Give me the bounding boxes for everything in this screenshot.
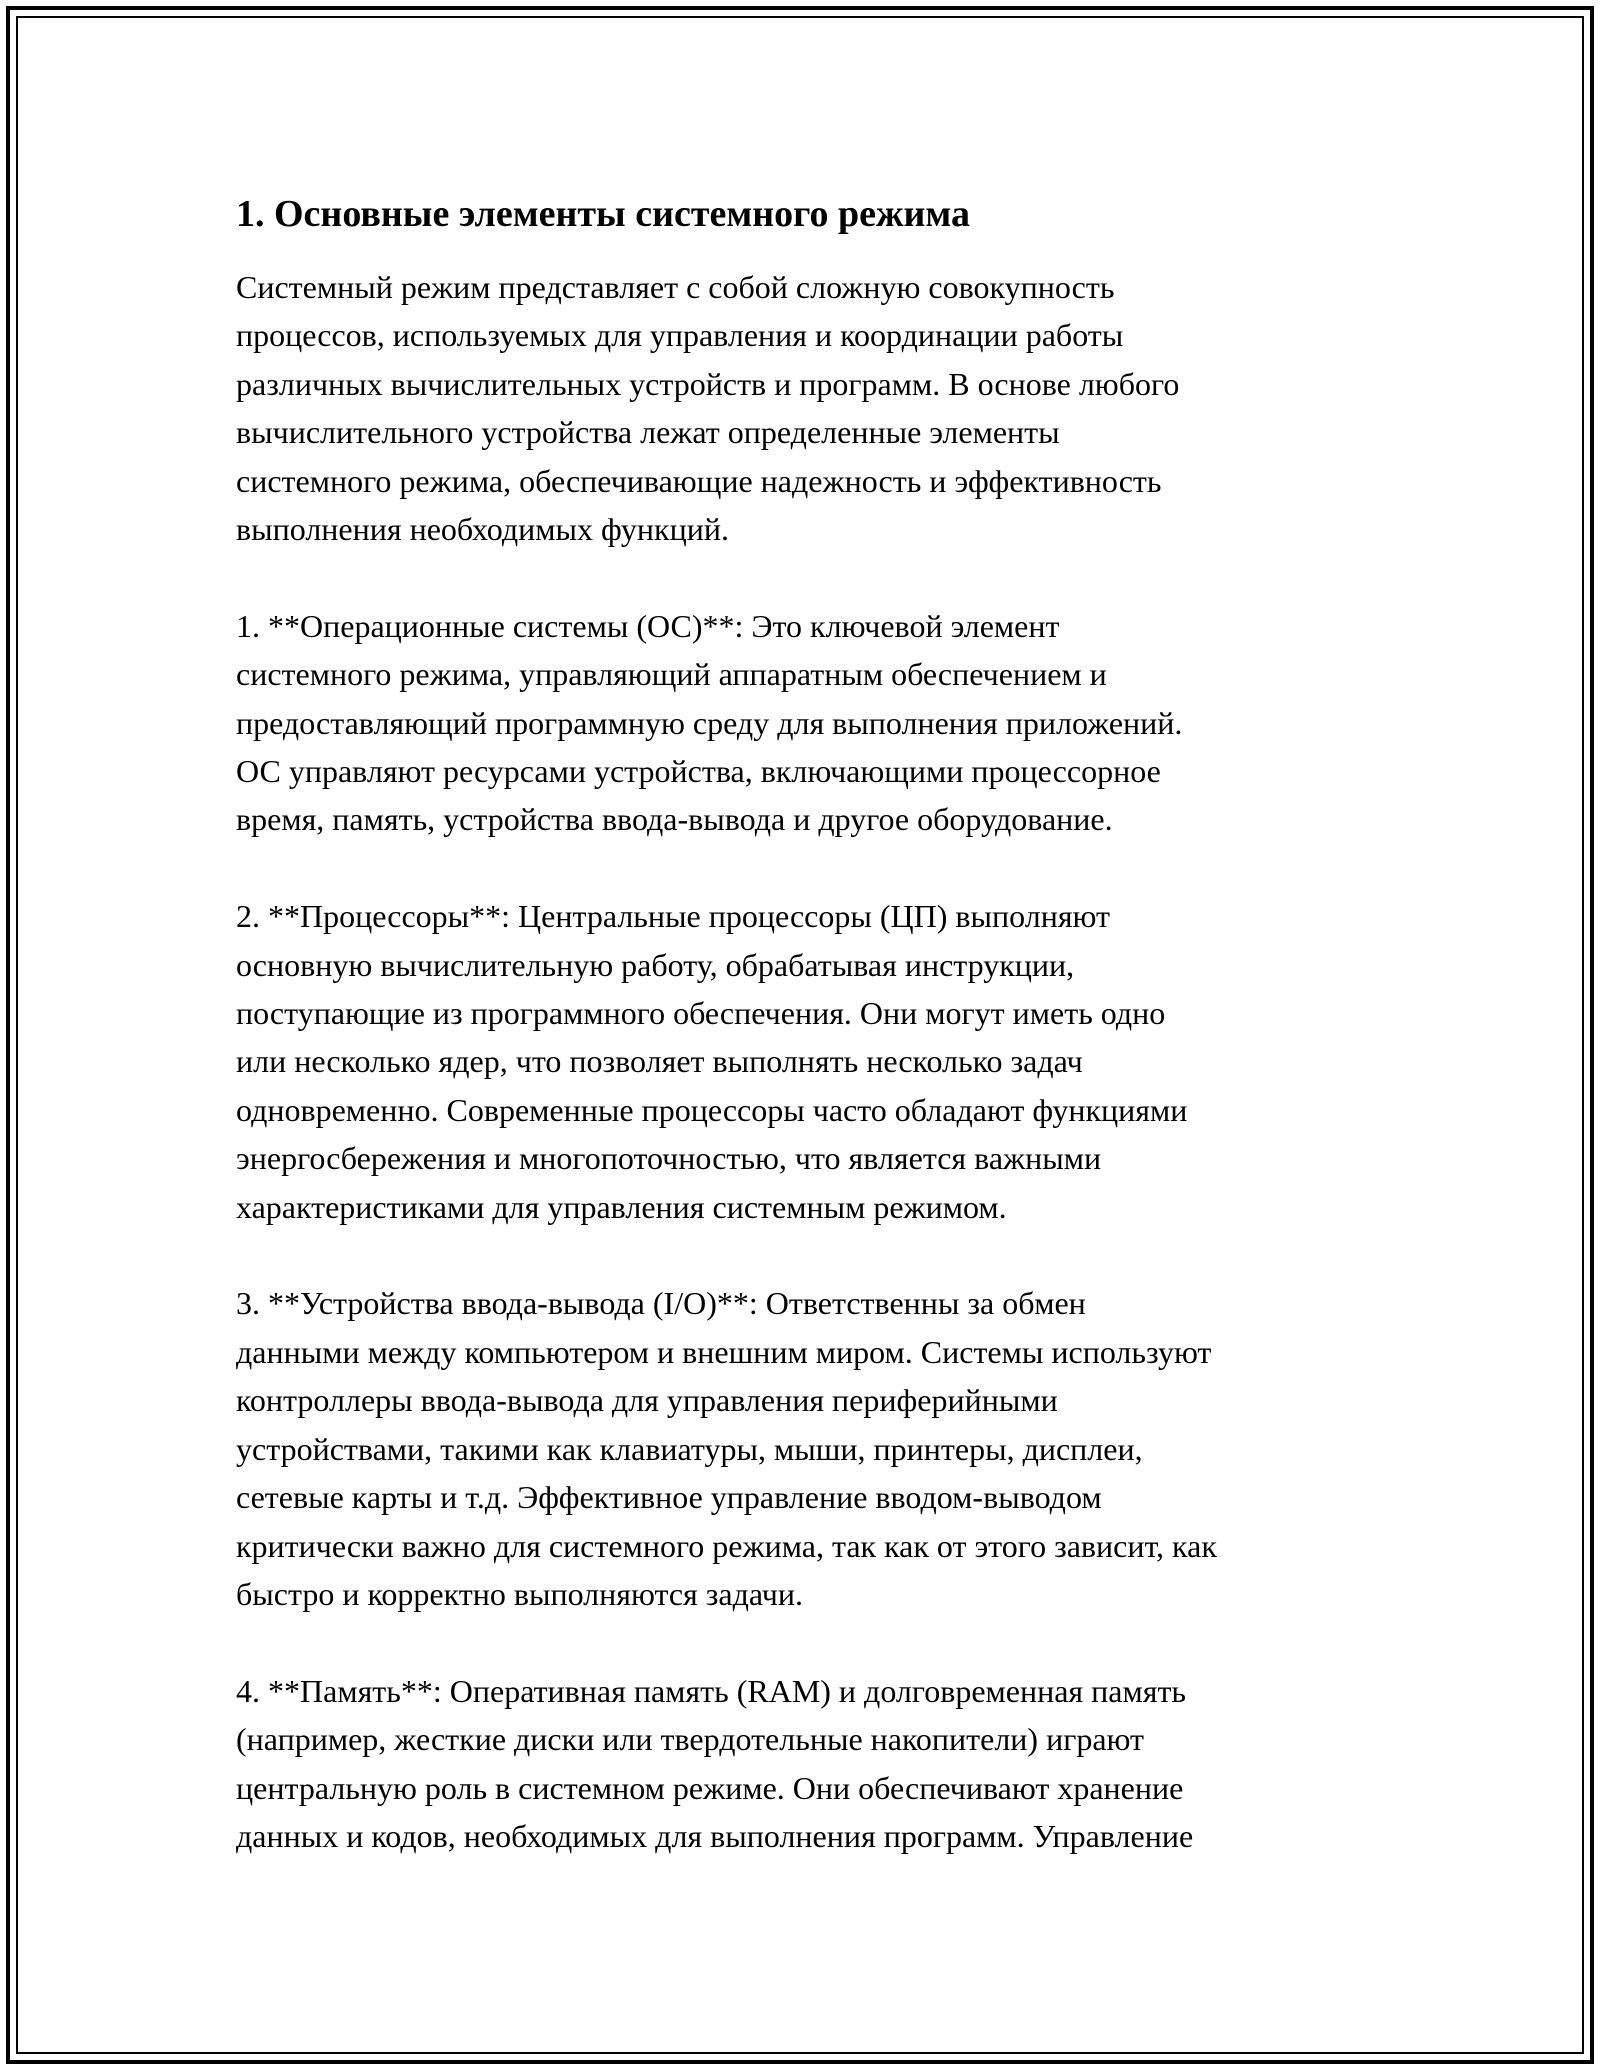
document-body [236, 186, 1396, 1860]
section-heading: 1. Основные элементы системного режима [236, 193, 971, 235]
paragraph-operating-systems: 1. **Операционные системы (ОС)**: Это ключевой элемент системного режима, управляющий аппаратным обеспечением и предоставляющий программную среду для выполнения приложений. ОС управляют ресурсами устройства, включающими процессорное время, память, устройства ввода-вывода и другое оборудование. [236, 607, 1183, 838]
paragraph-memory: 4. **Память**: Оперативная память (RAM) и долговременная память (например, жесткие диски или твердотельные накопители) играют центральную роль в системном режиме. Они обеспечивают хранение данных и кодов, необходимых для выполнения программ. Управление [236, 1672, 1194, 1854]
paragraph-io-devices: 3. **Устройства ввода-вывода (I/O)**: Ответственны за обмен данными между компьютером и внешним миром. Системы используют контроллеры ввода-вывода для управления периферийными устройствами, такими как клавиатуры, мыши, принтеры, дисплеи, сетевые карты и т.д. Эффективное управление вводом-выводом критически важно для системного режима, так как от этого зависит, как быстро и корректно выполняются задачи. [236, 1285, 1217, 1612]
intro-paragraph: Системный режим представляет с собой сложную совокупность процессов, используемых для управления и координации работы различных вычислительных устройств и программ. В основе любого вычислительного устройства лежат определенные элементы системного режима, обеспечивающие надежность и эффективность выполнения необходимых функций. [236, 269, 1180, 548]
paragraph-processors: 2. **Процессоры**: Центральные процессоры (ЦП) выполняют основную вычислительную работу, обрабатывая инструкции, поступающие из программного обеспечения. Они могут иметь одно или несколько ядер, что позволяет выполнять несколько задач одновременно. Современные процессоры часто обладают функциями энергосбережения и многопоточностью, что является важными характеристиками для управления системным режимом. [236, 898, 1188, 1225]
